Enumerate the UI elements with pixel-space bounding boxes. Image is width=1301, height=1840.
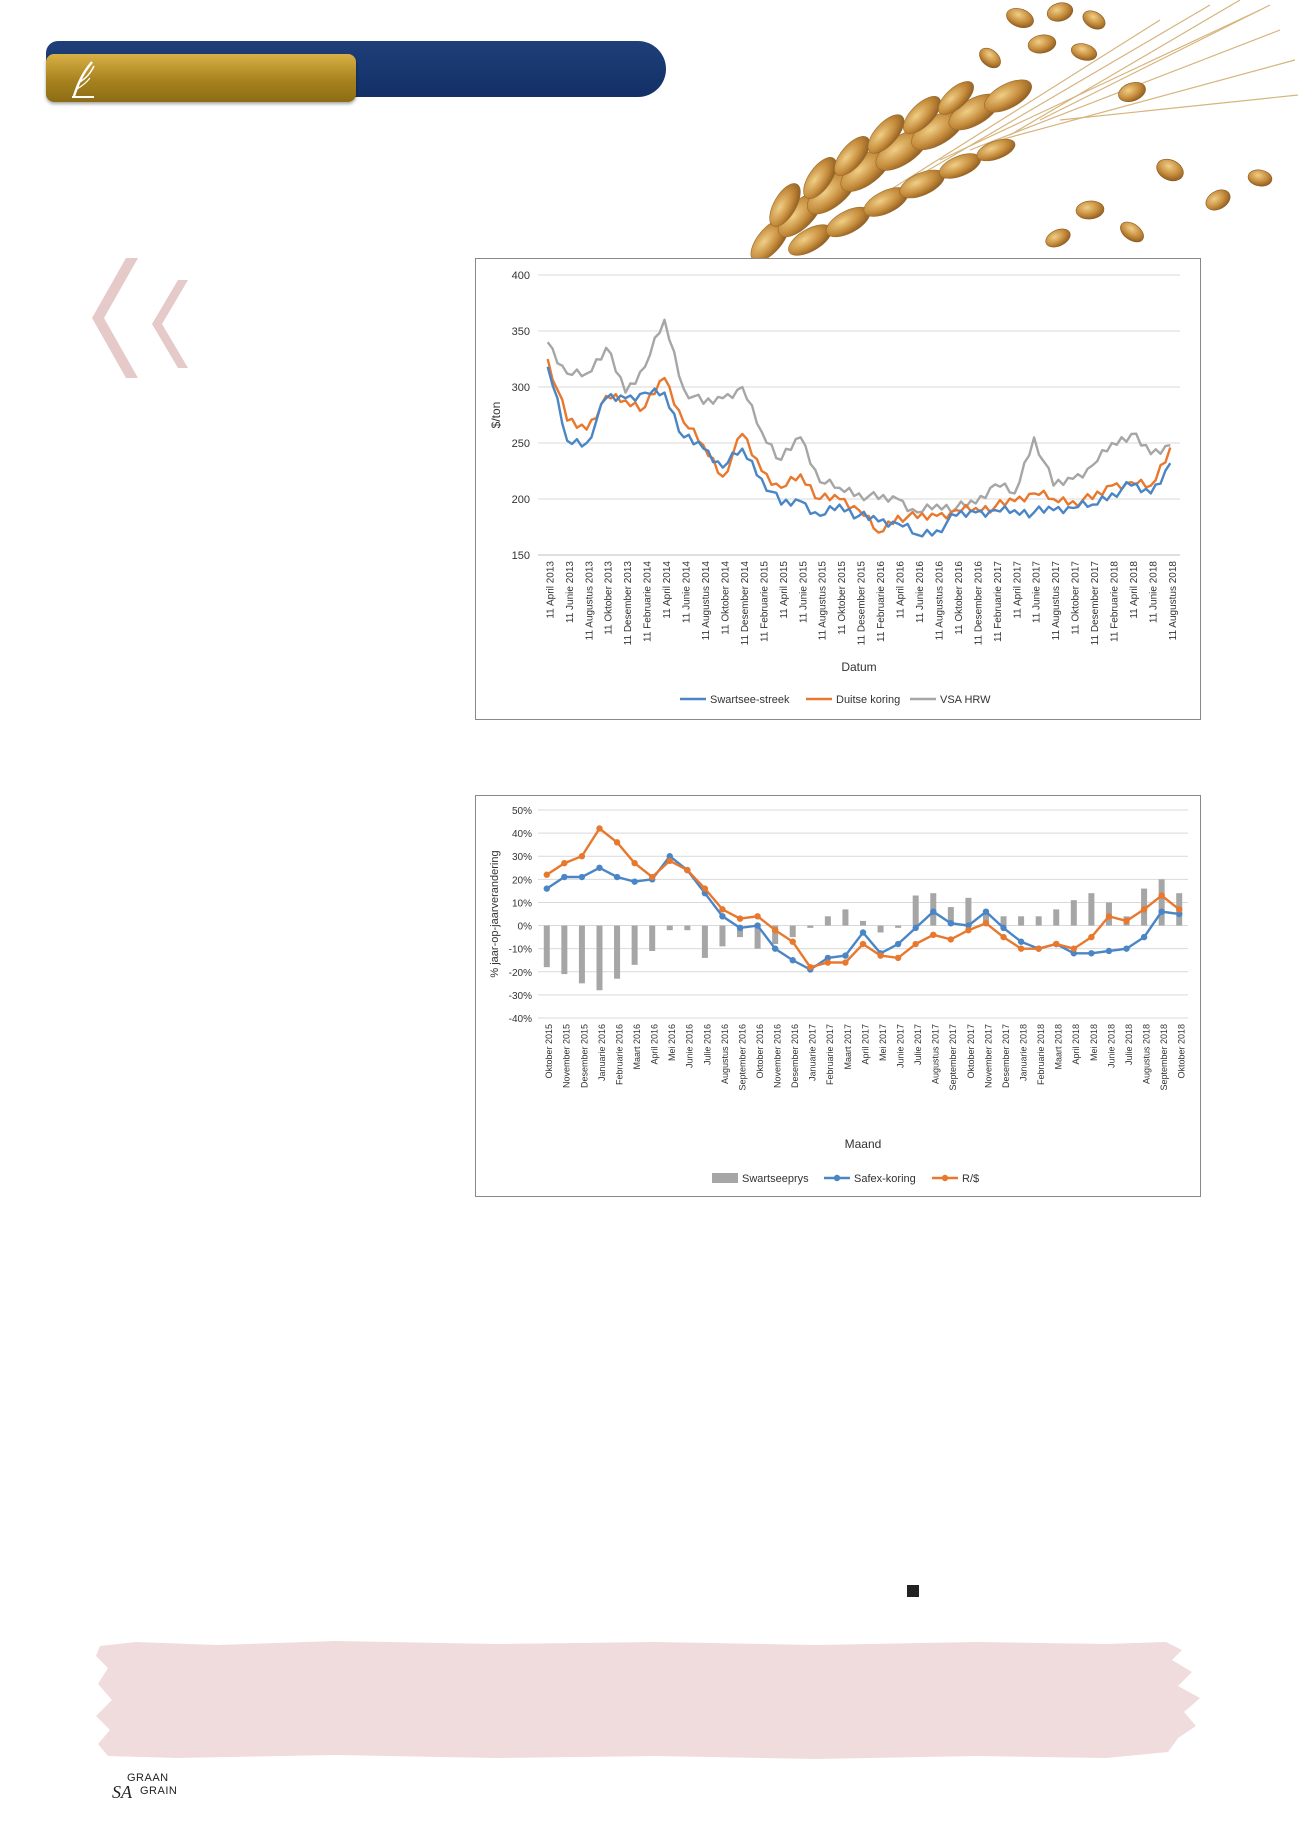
brand-prefix: SA bbox=[112, 1782, 132, 1802]
point-r bbox=[631, 860, 637, 866]
point-safex-koring bbox=[579, 874, 585, 880]
x-tick-label: 11 Junie 2018 bbox=[1148, 561, 1160, 624]
point-r bbox=[737, 915, 743, 921]
point-r bbox=[860, 941, 866, 947]
x-tick-label: 11 Desember 2013 bbox=[623, 561, 635, 646]
x-tick-label: 11 April 2016 bbox=[895, 561, 907, 619]
chart-price-comparison-svg bbox=[476, 259, 1200, 719]
x-tick-label: 11 April 2014 bbox=[662, 561, 674, 619]
bar-swartseeprys bbox=[842, 909, 848, 925]
point-r bbox=[1018, 945, 1024, 951]
bar-swartseeprys bbox=[579, 926, 585, 984]
point-r bbox=[930, 932, 936, 938]
point-safex-koring bbox=[544, 885, 550, 891]
x-tick-label: 11 Augustus 2018 bbox=[1167, 561, 1179, 641]
y-tick-label: -40% bbox=[508, 1014, 532, 1025]
x-tick-label: 11 Junie 2014 bbox=[681, 561, 693, 624]
y-axis-label: % jaar-op-jaarverandering bbox=[489, 850, 501, 978]
y-tick-label: 300 bbox=[511, 382, 530, 394]
x-tick-label: Junie 2017 bbox=[895, 1024, 906, 1069]
bar-swartseeprys bbox=[632, 926, 638, 965]
point-r bbox=[649, 874, 655, 880]
point-safex-koring bbox=[561, 874, 567, 880]
x-tick-label: Augustus 2016 bbox=[719, 1024, 730, 1085]
point-r bbox=[825, 959, 831, 965]
bar-swartseeprys bbox=[965, 898, 971, 926]
point-r bbox=[1106, 913, 1112, 919]
x-tick-label: 11 Augustus 2013 bbox=[584, 561, 596, 641]
y-tick-label: 50% bbox=[511, 806, 532, 817]
x-tick-label: 11 Februarie 2016 bbox=[876, 561, 888, 642]
x-tick-label: 11 Junie 2016 bbox=[915, 561, 927, 624]
y-axis-label: $/ton bbox=[489, 401, 503, 429]
legend-label: VSA HRW bbox=[940, 694, 991, 706]
bar-swartseeprys bbox=[561, 926, 567, 975]
point-safex-koring bbox=[754, 922, 760, 928]
x-tick-label: 11 Junie 2015 bbox=[798, 561, 810, 624]
chart-price-comparison bbox=[475, 258, 1201, 720]
point-safex-koring bbox=[1018, 939, 1024, 945]
point-safex-koring bbox=[895, 941, 901, 947]
legend-label: Duitse koring bbox=[836, 694, 901, 706]
point-r bbox=[895, 955, 901, 961]
bar-swartseeprys bbox=[913, 896, 919, 926]
y-tick-label: 400 bbox=[511, 270, 530, 282]
legend-label: Swartseeprys bbox=[742, 1173, 809, 1185]
bar-swartseeprys bbox=[878, 926, 884, 933]
x-axis-label: Datum bbox=[841, 660, 877, 674]
series-line-vsa-hrw bbox=[548, 320, 1171, 513]
x-tick-label: Oktober 2018 bbox=[1176, 1024, 1187, 1079]
x-tick-label: 11 Februarie 2018 bbox=[1109, 561, 1121, 642]
point-r bbox=[1158, 892, 1164, 898]
x-tick-label: 11 Desember 2016 bbox=[973, 561, 985, 646]
bar-swartseeprys bbox=[649, 926, 655, 951]
x-tick-label: Augustus 2018 bbox=[1141, 1024, 1152, 1085]
x-tick-label: November 2016 bbox=[772, 1024, 783, 1089]
point-r bbox=[702, 885, 708, 891]
point-r bbox=[948, 936, 954, 942]
x-tick-label: Junie 2016 bbox=[684, 1024, 695, 1069]
sa-graan-grain-logo bbox=[112, 1768, 192, 1808]
point-r bbox=[772, 927, 778, 933]
chart-yoy-change-svg bbox=[476, 796, 1200, 1196]
point-safex-koring bbox=[983, 908, 989, 914]
y-tick-label: 30% bbox=[511, 852, 532, 864]
x-tick-label: Maart 2018 bbox=[1053, 1024, 1064, 1070]
x-axis-label: Maand bbox=[844, 1137, 882, 1151]
point-r bbox=[544, 872, 550, 878]
bar-swartseeprys bbox=[667, 926, 673, 931]
point-safex-koring bbox=[614, 874, 620, 880]
x-tick-label: 11 Augustus 2015 bbox=[817, 561, 829, 641]
x-tick-label: 11 Junie 2013 bbox=[564, 561, 576, 624]
x-tick-label: September 2018 bbox=[1159, 1024, 1170, 1091]
brand-line2: GRAIN bbox=[140, 1785, 178, 1797]
x-tick-label: 11 Desember 2015 bbox=[856, 561, 868, 646]
bar-swartseeprys bbox=[702, 926, 708, 958]
x-tick-label: Mei 2017 bbox=[877, 1024, 888, 1062]
bar-swartseeprys bbox=[596, 926, 602, 991]
bar-swartseeprys bbox=[860, 921, 866, 926]
point-r bbox=[667, 858, 673, 864]
point-r bbox=[1088, 934, 1094, 940]
x-tick-label: Mei 2016 bbox=[667, 1024, 678, 1062]
point-r bbox=[561, 860, 567, 866]
x-tick-label: Julie 2017 bbox=[913, 1024, 924, 1066]
point-safex-koring bbox=[1158, 908, 1164, 914]
point-safex-koring bbox=[1106, 948, 1112, 954]
x-tick-label: Junie 2018 bbox=[1106, 1024, 1117, 1069]
x-tick-label: 11 Junie 2017 bbox=[1031, 561, 1043, 624]
point-safex-koring bbox=[913, 925, 919, 931]
bar-swartseeprys bbox=[614, 926, 620, 979]
point-r bbox=[807, 964, 813, 970]
y-tick-label: 350 bbox=[511, 326, 530, 338]
x-tick-label: April 2016 bbox=[649, 1024, 660, 1065]
point-r bbox=[1176, 906, 1182, 912]
x-tick-label: 11 Februarie 2015 bbox=[759, 561, 771, 642]
point-safex-koring bbox=[842, 952, 848, 958]
chart-yoy-change bbox=[475, 795, 1201, 1197]
x-tick-label: 11 Desember 2017 bbox=[1090, 561, 1102, 646]
point-r bbox=[579, 853, 585, 859]
x-tick-label: November 2017 bbox=[983, 1024, 994, 1089]
y-tick-label: 200 bbox=[511, 494, 530, 506]
point-r bbox=[684, 867, 690, 873]
point-safex-koring bbox=[860, 929, 866, 935]
y-tick-label: -10% bbox=[508, 944, 532, 956]
bar-swartseeprys bbox=[807, 926, 813, 928]
bar-swartseeprys bbox=[1018, 916, 1024, 925]
point-safex-koring bbox=[737, 925, 743, 931]
x-tick-label: Januarie 2017 bbox=[807, 1024, 818, 1082]
point-r bbox=[790, 939, 796, 945]
bar-swartseeprys bbox=[825, 916, 831, 925]
x-tick-label: 11 Oktober 2014 bbox=[720, 561, 732, 635]
x-tick-label: Julie 2016 bbox=[702, 1024, 713, 1066]
footer-band bbox=[96, 1640, 1206, 1762]
bar-swartseeprys bbox=[790, 926, 796, 938]
legend-marker bbox=[942, 1175, 948, 1181]
x-tick-label: September 2017 bbox=[948, 1024, 959, 1091]
legend-label: R/$ bbox=[962, 1173, 980, 1185]
legend-swatch bbox=[712, 1173, 738, 1183]
point-r bbox=[1035, 945, 1041, 951]
point-r bbox=[877, 952, 883, 958]
point-safex-koring bbox=[1123, 945, 1129, 951]
bar-swartseeprys bbox=[1071, 900, 1077, 925]
legend-label: Safex-koring bbox=[854, 1173, 916, 1185]
x-tick-label: Desember 2015 bbox=[579, 1024, 590, 1089]
point-r bbox=[1071, 945, 1077, 951]
x-tick-label: April 2018 bbox=[1071, 1024, 1082, 1065]
brand-line1: GRAAN bbox=[127, 1772, 169, 1784]
series-line-safex-koring bbox=[547, 856, 1179, 969]
legend-label: Swartsee-streek bbox=[710, 694, 790, 706]
point-r bbox=[719, 906, 725, 912]
point-safex-koring bbox=[631, 878, 637, 884]
x-tick-label: Februarie 2016 bbox=[614, 1024, 625, 1086]
wheat-ear-illustration bbox=[740, 0, 1300, 258]
bar-swartseeprys bbox=[1088, 893, 1094, 925]
quote-mark-icon bbox=[88, 250, 198, 390]
point-r bbox=[1053, 941, 1059, 947]
x-tick-label: Julie 2018 bbox=[1123, 1024, 1134, 1066]
x-tick-label: 11 April 2018 bbox=[1129, 561, 1141, 619]
x-tick-label: 11 Augustus 2016 bbox=[934, 561, 946, 641]
x-tick-label: Februarie 2017 bbox=[825, 1024, 836, 1086]
bar-swartseeprys bbox=[1001, 916, 1007, 925]
x-tick-label: September 2016 bbox=[737, 1024, 748, 1091]
end-of-article-marker bbox=[907, 1585, 919, 1597]
x-tick-label: November 2015 bbox=[561, 1024, 572, 1089]
point-safex-koring bbox=[719, 913, 725, 919]
y-tick-label: 40% bbox=[511, 829, 532, 841]
x-tick-label: 11 Augustus 2014 bbox=[701, 561, 713, 641]
point-r bbox=[754, 913, 760, 919]
point-r bbox=[1000, 934, 1006, 940]
x-tick-label: Oktober 2017 bbox=[965, 1024, 976, 1079]
point-safex-koring bbox=[1141, 934, 1147, 940]
point-safex-koring bbox=[1088, 950, 1094, 956]
x-tick-label: Maart 2017 bbox=[842, 1024, 853, 1070]
point-safex-koring bbox=[930, 908, 936, 914]
y-tick-label: 10% bbox=[511, 898, 532, 910]
x-tick-label: 11 Februarie 2017 bbox=[992, 561, 1004, 642]
x-tick-label: Augustus 2017 bbox=[930, 1024, 941, 1085]
point-r bbox=[596, 825, 602, 831]
x-tick-label: Desember 2017 bbox=[1000, 1024, 1011, 1089]
point-r bbox=[913, 941, 919, 947]
bar-swartseeprys bbox=[1159, 879, 1165, 925]
point-r bbox=[983, 920, 989, 926]
bar-swartseeprys bbox=[544, 926, 550, 968]
x-tick-label: 11 Oktober 2017 bbox=[1070, 561, 1082, 635]
x-tick-label: Oktober 2016 bbox=[754, 1024, 765, 1079]
bar-swartseeprys bbox=[1053, 909, 1059, 925]
y-tick-label: -30% bbox=[508, 990, 532, 1002]
x-tick-label: 11 Oktober 2015 bbox=[837, 561, 849, 635]
x-tick-label: 11 April 2015 bbox=[778, 561, 790, 619]
point-safex-koring bbox=[790, 957, 796, 963]
x-tick-label: Februarie 2018 bbox=[1036, 1024, 1047, 1086]
point-safex-koring bbox=[948, 920, 954, 926]
x-tick-label: 11 April 2017 bbox=[1012, 561, 1024, 619]
x-tick-label: Mei 2018 bbox=[1088, 1024, 1099, 1062]
x-tick-label: 11 Februarie 2014 bbox=[642, 561, 654, 642]
x-tick-label: 11 April 2013 bbox=[545, 561, 557, 619]
point-safex-koring bbox=[1000, 925, 1006, 931]
point-r bbox=[1123, 918, 1129, 924]
x-tick-label: 11 Augustus 2017 bbox=[1051, 561, 1063, 641]
x-tick-label: April 2017 bbox=[860, 1024, 871, 1065]
bar-swartseeprys bbox=[1036, 916, 1042, 925]
y-tick-label: -20% bbox=[508, 967, 532, 979]
x-tick-label: 11 Oktober 2013 bbox=[603, 561, 615, 635]
x-tick-label: Januarie 2018 bbox=[1018, 1024, 1029, 1082]
point-r bbox=[842, 959, 848, 965]
legend-marker bbox=[834, 1175, 840, 1181]
wheat-logo-icon bbox=[66, 56, 100, 102]
x-tick-label: 11 Oktober 2016 bbox=[953, 561, 965, 635]
x-tick-label: 11 Desember 2014 bbox=[739, 561, 751, 646]
y-tick-label: 250 bbox=[511, 438, 530, 450]
y-tick-label: 0% bbox=[517, 921, 532, 933]
bar-swartseeprys bbox=[684, 926, 690, 931]
point-safex-koring bbox=[772, 945, 778, 951]
point-r bbox=[1141, 906, 1147, 912]
point-r bbox=[965, 927, 971, 933]
x-tick-label: Maart 2016 bbox=[631, 1024, 642, 1070]
point-r bbox=[614, 839, 620, 845]
x-tick-label: Oktober 2015 bbox=[544, 1024, 555, 1079]
bar-swartseeprys bbox=[719, 926, 725, 947]
point-safex-koring bbox=[596, 865, 602, 871]
x-tick-label: Januarie 2016 bbox=[596, 1024, 607, 1082]
y-tick-label: 20% bbox=[511, 875, 532, 887]
bar-swartseeprys bbox=[895, 926, 901, 928]
y-tick-label: 150 bbox=[511, 550, 530, 562]
x-tick-label: Desember 2016 bbox=[790, 1024, 801, 1089]
